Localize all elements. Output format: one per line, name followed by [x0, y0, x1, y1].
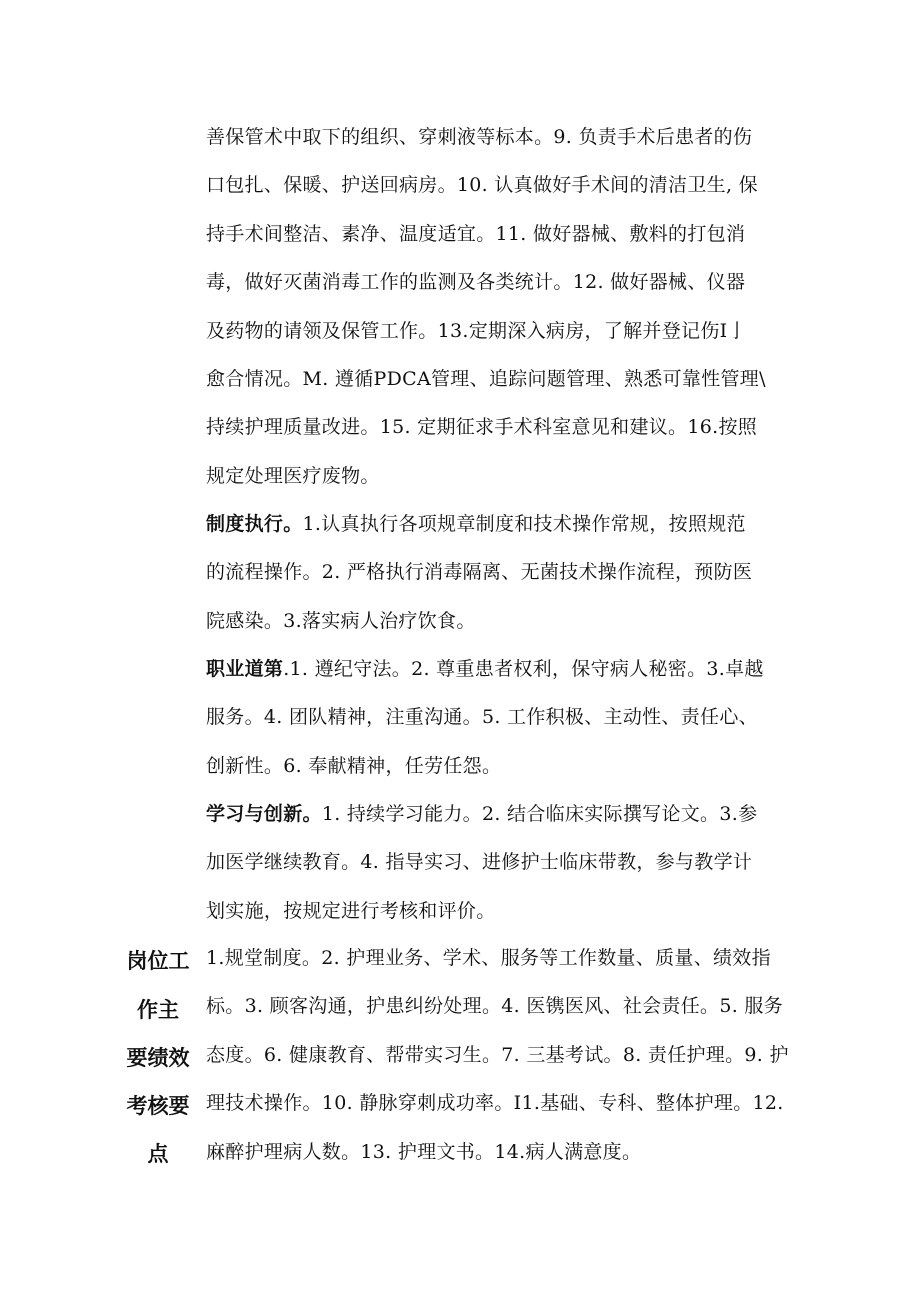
section-heading-learning: 学习与创新。 — [206, 803, 322, 825]
ethics-paragraph — [206, 657, 816, 777]
section-heading-system: 制度执行。 — [206, 513, 303, 535]
text-line: 口包扎、保暖、护送回病房。10. 认真做好手术间的清洁卫生, 保 — [206, 174, 758, 196]
assessment-label-line: 点 — [147, 1142, 169, 1166]
assessment-paragraph — [206, 946, 816, 1163]
learning-paragraph — [206, 802, 816, 922]
text-line: 加医学继续教育。4. 指导实习、进修护士临床带教，参与教学计 — [206, 851, 753, 873]
text-line: 1.规堂制度。2. 护理业务、学术、服务等工作数量、质量、绩效指 — [206, 947, 771, 969]
text-line: 毒，做好灭菌消毒工作的监测及各类统计。12. 做好器械、仪器 — [206, 271, 746, 293]
text-line: 愈合情况。M. 遵循PDCA管理、追踪问题管理、熟悉可靠性管理\ — [206, 368, 766, 390]
assessment-label-line: 岗位工 — [126, 949, 190, 973]
text-line: 及药物的请领及保管工作。13.定期深入病房，了解并登记伤I亅 — [206, 320, 747, 342]
text-line: 标。3. 顾客沟通，护患纠纷处理。4. 医镌医风、社会责任。5. 服务 — [206, 995, 784, 1017]
text-line — [206, 802, 816, 826]
text-line: 善保管术中取下的组织、穿刺液等标本。9. 负责手术后患者的伤 — [206, 126, 753, 148]
text-segment: 1. 持续学习能力。2. 结合临床实际撰写论文。3.参 — [321, 803, 758, 825]
text-line: 服务。4. 团队精神，注重沟通。5. 工作积极、主动性、责任心、 — [206, 706, 758, 728]
text-line: 持手术间整洁、素净、温度适宜。11. 做好器械、敷料的打包消 — [206, 223, 746, 245]
text-line: 院感染。3.落实病人治疗饮食。 — [206, 610, 476, 632]
text-line — [206, 657, 816, 681]
text-segment: 1.认真执行各项规章制度和技术操作常规，按照规范 — [302, 513, 746, 535]
assessment-label-line: 作主 — [137, 998, 179, 1022]
text-line: 态度。6. 健康教育、帮带实习生。7. 三基考试。8. 责任护理。9. 护 — [206, 1044, 789, 1066]
text-line: 创新性。6. 奉献精神，任劳任怨。 — [206, 755, 502, 777]
system-execution-paragraph — [206, 512, 816, 632]
text-line: 理技术操作。10. 静脉穿刺成功率。I1.基础、专科、整体护理。12. — [206, 1092, 784, 1114]
section-heading-ethics: 职业道第 — [206, 658, 284, 680]
duty-continuation-paragraph — [206, 125, 816, 487]
assessment-label-line: 要绩效 — [126, 1046, 190, 1070]
text-line: 规定处理医疗废物。 — [206, 465, 380, 487]
text-segment: .1. 遵纪守法。2. 尊重患者权利，保守病人秘密。3.卓越 — [283, 658, 764, 680]
assessment-label-line: 考核要 — [126, 1094, 190, 1118]
text-line: 的流程操作。2. 严格执行消毒隔离、无菌技术操作流程，预防医 — [206, 561, 753, 583]
text-line: 划实施，按规定进行考核和评价。 — [206, 900, 496, 922]
text-line: 持续护理质量改进。15. 定期征求手术科室意见和建议。16.按照 — [206, 416, 758, 438]
text-line: 麻醉护理病人数。13. 护理文书。14.病人满意度。 — [206, 1141, 642, 1163]
text-line — [206, 512, 816, 536]
